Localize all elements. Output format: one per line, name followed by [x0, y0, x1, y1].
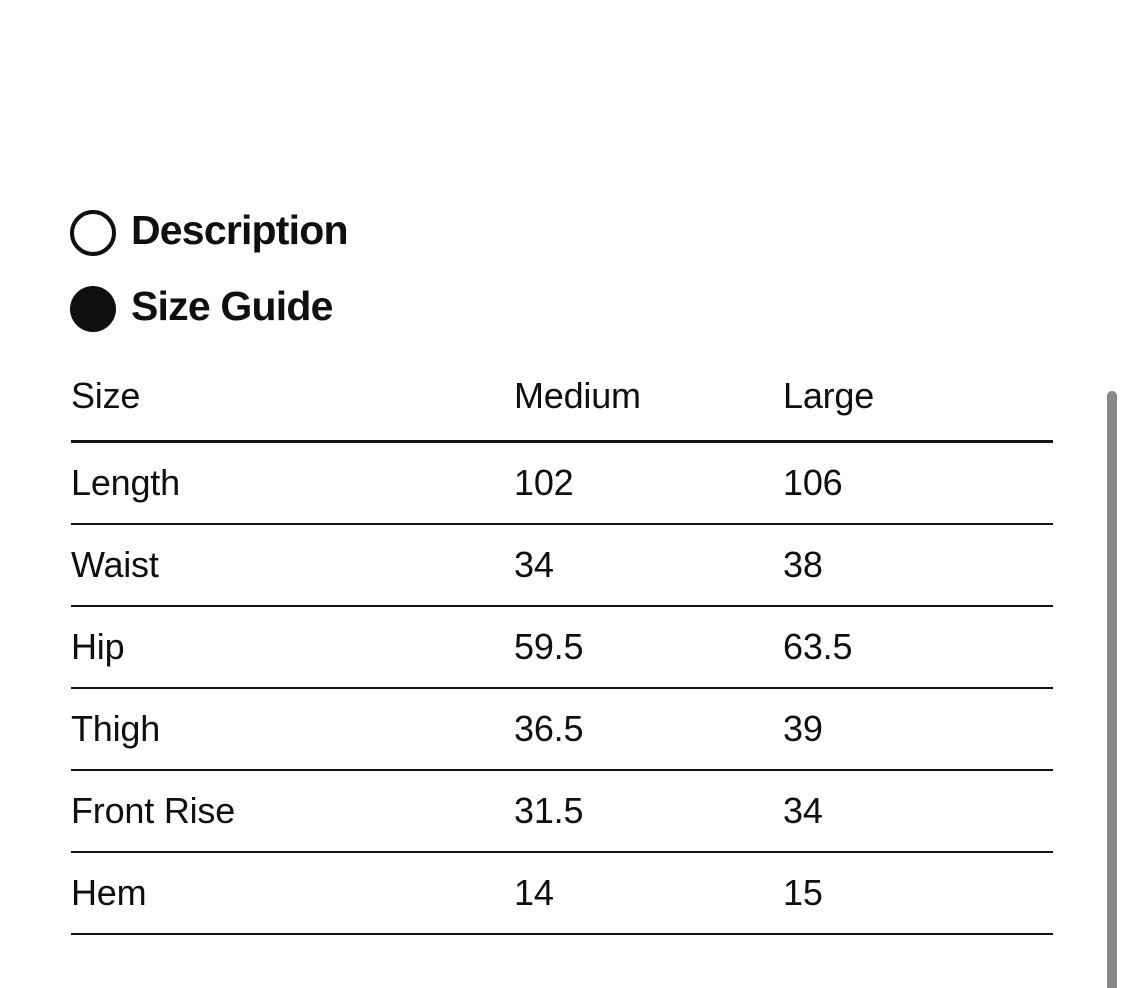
row-label: Hip	[71, 606, 514, 688]
large-value: 38	[783, 524, 1053, 606]
medium-value: 36.5	[514, 688, 783, 770]
table-row-thigh	[71, 688, 1053, 770]
table-row-hip	[71, 606, 1053, 688]
vertical-scrollbar-thumb[interactable]	[1107, 391, 1117, 988]
large-value: 15	[783, 852, 1053, 934]
table-row-length	[71, 442, 1053, 525]
row-label: Length	[71, 442, 514, 525]
table-row-front-rise	[71, 770, 1053, 852]
size-guide-table	[71, 372, 1053, 935]
row-label: Waist	[71, 524, 514, 606]
medium-value: 14	[514, 852, 783, 934]
row-label: Hem	[71, 852, 514, 934]
tab-size-guide-label: Size Guide	[131, 282, 333, 329]
tab-description[interactable]	[70, 206, 348, 256]
tab-size-guide[interactable]	[70, 282, 348, 332]
section-tabs	[70, 206, 348, 332]
row-label: Thigh	[71, 688, 514, 770]
medium-value: 34	[514, 524, 783, 606]
large-value: 34	[783, 770, 1053, 852]
table-row-hem	[71, 852, 1053, 934]
table-row-waist	[71, 524, 1053, 606]
large-value: 106	[783, 442, 1053, 525]
column-header-size: Size	[71, 372, 514, 442]
medium-value: 31.5	[514, 770, 783, 852]
tab-description-label: Description	[131, 206, 348, 253]
large-value: 39	[783, 688, 1053, 770]
column-header-medium: Medium	[514, 372, 783, 442]
radio-selected-icon	[70, 286, 116, 332]
column-header-large: Large	[783, 372, 1053, 442]
radio-unselected-icon	[70, 210, 116, 256]
medium-value: 59.5	[514, 606, 783, 688]
table-header-row	[71, 372, 1053, 442]
row-label: Front Rise	[71, 770, 514, 852]
medium-value: 102	[514, 442, 783, 525]
large-value: 63.5	[783, 606, 1053, 688]
